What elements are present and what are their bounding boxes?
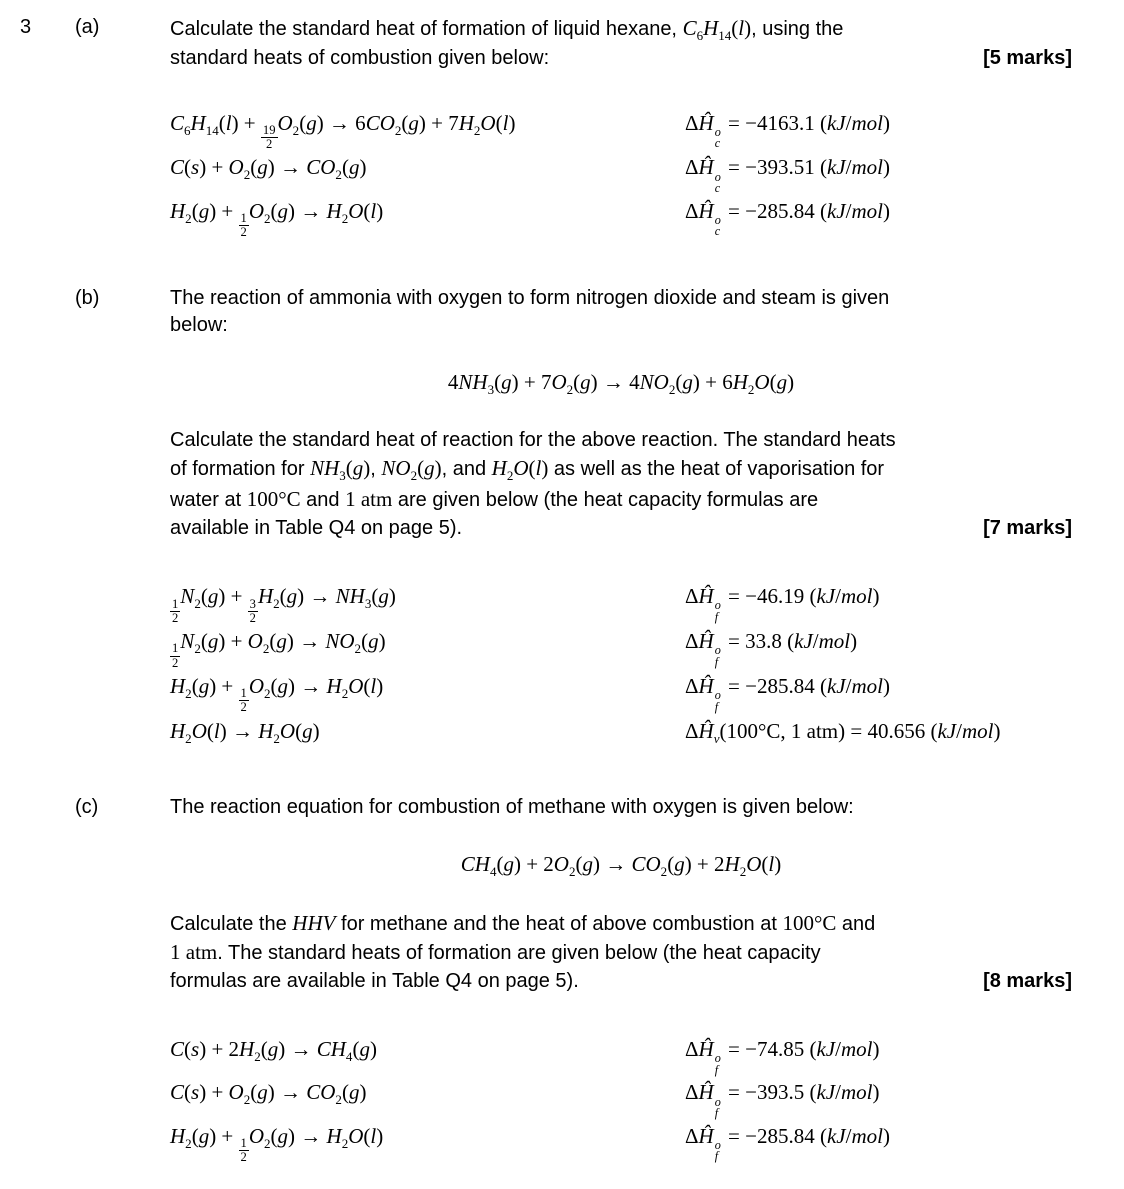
question-number: 3 (20, 16, 32, 38)
equation-lhs: $H_2(g)$ + $\frac{1}{2}$ $O_2(g) \to H_2O(l)$ (170, 673, 384, 715)
equation-rhs: ΔĤ o f = −285.84 (kJ/mol) (685, 1123, 890, 1164)
part-b-marks-badge: [7 marks] (983, 516, 1072, 539)
part-c-body-text: Calculate the HHV for methane and the heat of above combustion at 100°C and 1 atm. The standard heats of formation are given below (the heat capacity formulas are available in Table Q4 on page 5). (170, 910, 876, 992)
part-c-body (170, 909, 1072, 996)
part-b-content (170, 285, 1072, 750)
equation-rhs: ΔĤ o f = −46.19 (kJ/mol) (685, 584, 880, 624)
part-b-main-reaction: $4NH_3(g) + 7O_2(g) \to 4NO_2(g) + 6H_2O(g)$ (447, 369, 795, 397)
equation-lhs: $C(s) + 2H_2(g) \to CH_4(g)$ (170, 1037, 377, 1065)
equation-row (170, 107, 1072, 152)
equation-row (170, 670, 1072, 715)
part-c-intro-text: The reaction equation for combustion of methane with oxygen is given below: (170, 796, 854, 819)
part-a (75, 14, 1072, 240)
equation-row (170, 195, 1072, 240)
question-block (20, 14, 1072, 1165)
part-a-equation-table (170, 107, 1072, 240)
equation-row (170, 625, 1072, 670)
part-b (75, 285, 1072, 750)
equation-row (170, 580, 1072, 625)
part-b-equation-table (170, 580, 1072, 749)
part-a-intro-text: Calculate the standard heat of formation of liquid hexane, $C_6H_{14}(l)$, using the standard heats of combustion given below: (170, 16, 844, 70)
equation-lhs: $C(s) + O_2(g) \to CO_2(g)$ (170, 1080, 367, 1108)
equation-rhs: ΔĤ o f = −393.5 (kJ/mol) (685, 1080, 880, 1121)
part-b-intro-text: The reaction of ammonia with oxygen to form nitrogen dioxide and steam is given below: (170, 286, 890, 336)
part-b-intro (170, 285, 1072, 340)
equation-row (170, 715, 1072, 749)
equation-lhs: $C(s) + O_2(g) \to CO_2(g)$ (170, 155, 367, 183)
equation-lhs: $\frac{1}{2}$ $N_2(g) + O_2(g) \to NO_2(g)$ (172, 629, 386, 670)
equation-rhs: ΔĤ o c = −285.84 (kJ/mol) (685, 198, 890, 239)
part-a-marks-badge: [5 marks] (983, 47, 1072, 70)
equation-rhs: ΔĤ o c = −4163.1 (kJ/mol) (685, 110, 890, 151)
equation-lhs: $C_6H_{14}(l)$ + $\frac{19}{2}$ $O_2(g) \to 6CO_2(g) + 7H_2O(l)$ (170, 110, 516, 152)
equation-rhs: ΔĤ o c = −393.51 (kJ/mol) (685, 155, 890, 196)
equation-row (170, 1076, 1072, 1119)
equation-lhs: $\frac{1}{2}$ $N_2(g)$ + $\frac{3}{2}$ $H_2(g) \to NH_3(g)$ (172, 584, 396, 625)
part-c-equation-table (170, 1033, 1072, 1164)
part-b-body (170, 427, 1072, 543)
part-c-content (170, 794, 1072, 1164)
part-a-intro (170, 14, 1072, 73)
part-b-body-text: Calculate the standard heat of reaction for the above reaction. The standard heats of formation for $NH_3(g)$, $NO_2(g)$, and $H_2O(l)$ as well as the heat of vaporisation for water at 100°C and 1 atm are given below (the heat capacity formulas are available in Table Q4 on page 5). (170, 428, 896, 539)
equation-row (170, 1120, 1072, 1165)
equation-rhs: ΔĤ o f = 33.8 (kJ/mol) (685, 629, 858, 669)
equation-rhs: $\Delta Ĥ_v(100^\circ C$, 1 atm) = 40.656 (kJ/mol) (685, 718, 1001, 746)
equation-row (170, 1033, 1072, 1076)
part-a-label: (a) (75, 16, 100, 38)
equation-lhs: $H_2(g)$ + $\frac{1}{2}$ $O_2(g) \to H_2O(l)$ (170, 1123, 384, 1165)
part-c-main-reaction: $CH_4(g) + 2O_2(g) \to CO_2(g) + 2H_2O(l)$ (460, 851, 782, 879)
equation-lhs: $H_2(g)$ + $\frac{1}{2}$ $O_2(g) \to H_2O(l)$ (170, 198, 384, 240)
equation-row (170, 151, 1072, 194)
equation-rhs: ΔĤ o f = −74.85 (kJ/mol) (685, 1037, 880, 1077)
part-a-content (170, 14, 1072, 240)
equation-lhs: $H_2O(l) \to H_2O(g)$ (170, 718, 320, 746)
part-b-label: (b) (75, 286, 100, 309)
equation-rhs: ΔĤ o f = −285.84 (kJ/mol) (685, 673, 890, 714)
part-c-label: (c) (75, 796, 99, 819)
part-c-marks-badge: [8 marks] (983, 969, 1072, 992)
part-c (75, 794, 1072, 1164)
part-c-intro (170, 794, 1072, 822)
question-parts (75, 14, 1072, 1165)
